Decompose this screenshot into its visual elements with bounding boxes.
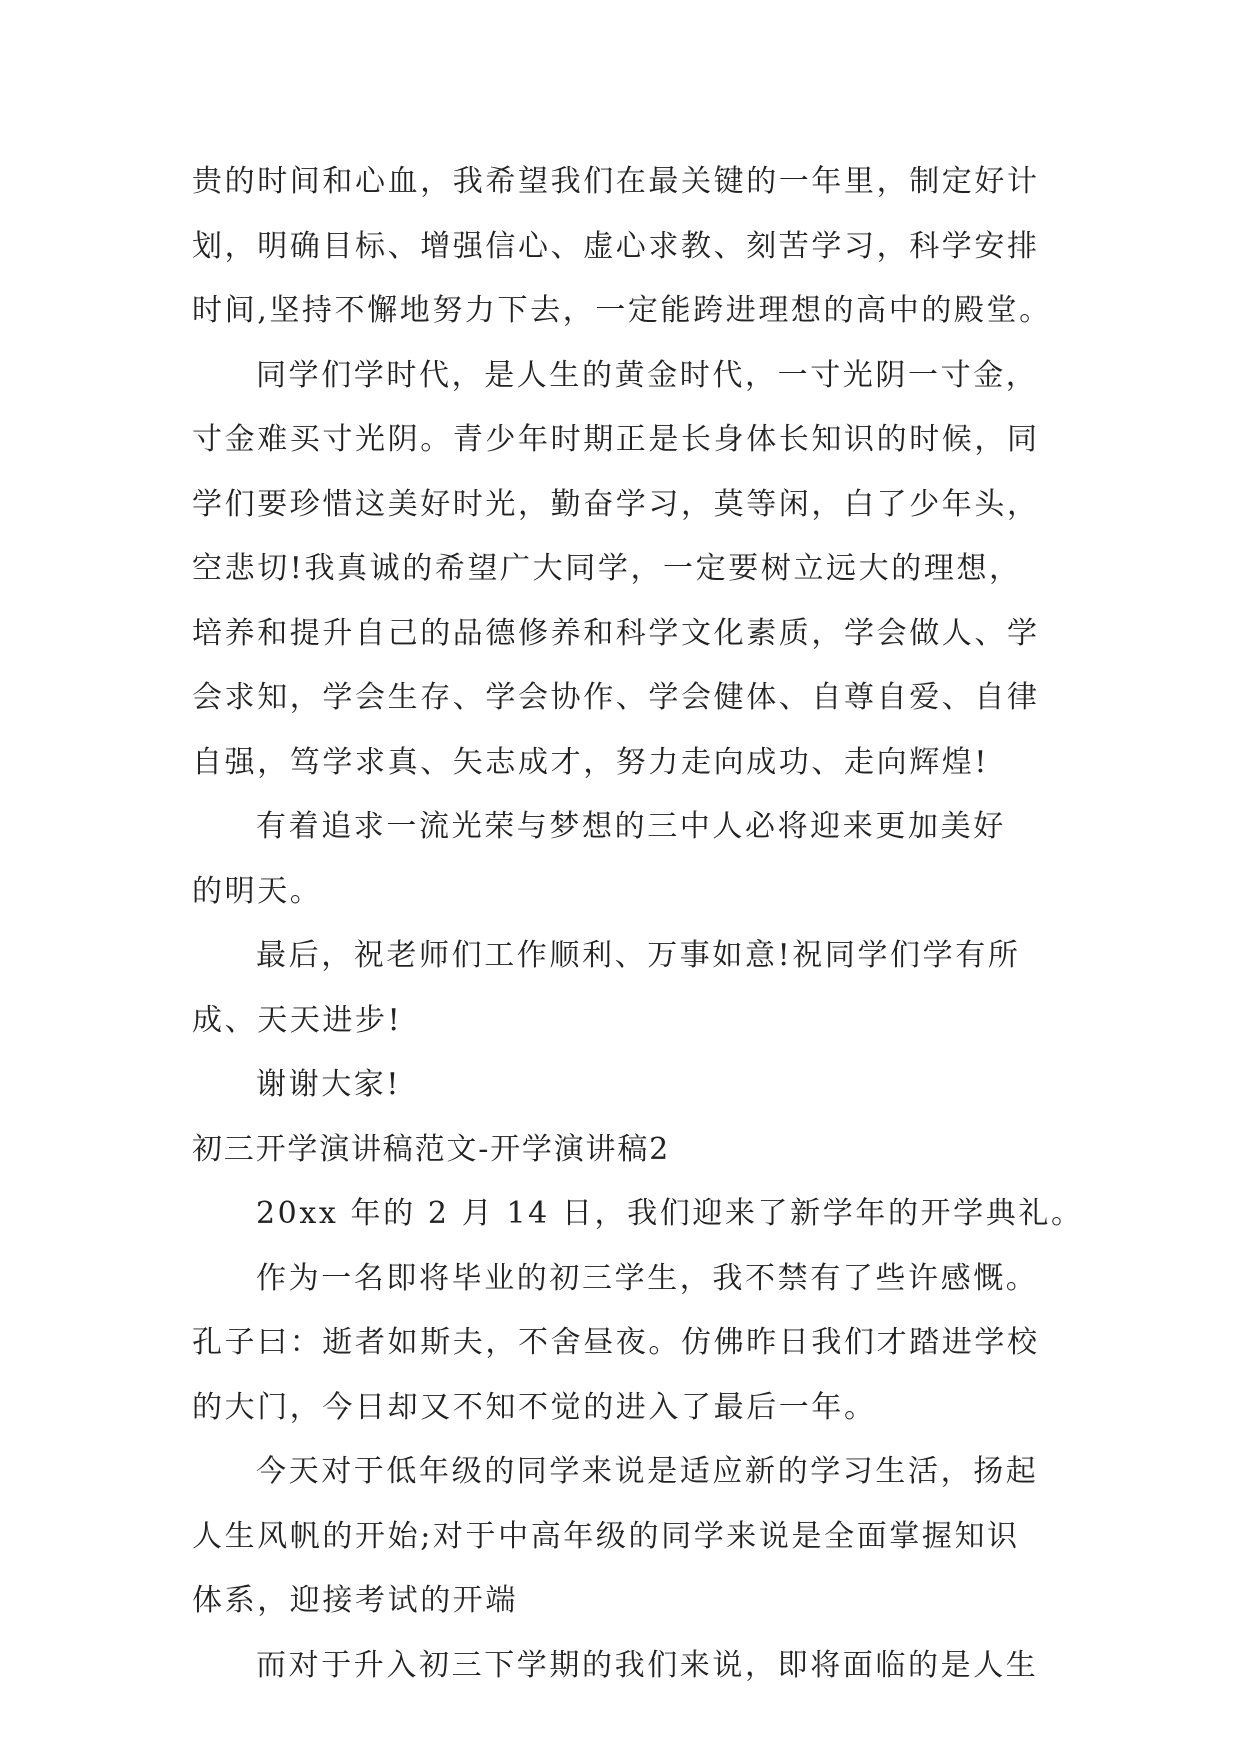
- text-line: 寸金难买寸光阴。青少年时期正是长身体长知识的时候，同: [192, 422, 1040, 457]
- text-line: 划，明确目标、增强信心、虚心求教、刻苦学习，科学安排: [192, 228, 1040, 264]
- document-body: [192, 160, 1084, 1708]
- text-line: 同学们学时代，是人生的黄金时代，一寸光阴一寸金，: [256, 357, 1039, 393]
- text-line: 有着追求一流光荣与梦想的三中人必将迎来更加美好: [256, 809, 1006, 844]
- text-line: 会求知，学会生存、学会协作、学会健体、自尊自爱、自律: [192, 680, 1040, 715]
- text-line: 培养和提升自己的品德修养和科学文化素质，学会做人、学: [192, 615, 1040, 651]
- text-line: 孔子曰：逝者如斯夫，不舍昼夜。仿佛昨日我们才踏进学校: [192, 1325, 1040, 1360]
- text-line: 的明天。: [192, 873, 323, 909]
- text-line: 今天对于低年级的同学来说是适应新的学习生活，扬起: [256, 1454, 1039, 1489]
- text-line: 空悲切!我真诚的希望广大同学，一定要树立远大的理想，: [192, 551, 1022, 586]
- text-line: 贵的时间和心血，我希望我们在最关键的一年里，制定好计: [192, 164, 1040, 199]
- text-line: 自强，笃学求真、矢志成才，努力走向成功、走向辉煌!: [192, 744, 990, 780]
- text-line: 最后，祝老师们工作顺利、万事如意!祝同学们学有所: [256, 938, 1021, 973]
- text-line: 体系，迎接考试的开端: [192, 1583, 518, 1618]
- text-line: 20xx 年的 2 月 14 日，我们迎来了新学年的开学典礼。: [256, 1196, 1084, 1231]
- text-line: 学们要珍惜这美好时光，勤奋学习，莫等闲，白了少年头，: [192, 486, 1040, 522]
- text-line: 时间,坚持不懈地努力下去，一定能跨进理想的高中的殿堂。: [192, 293, 1052, 328]
- text-line: 谢谢大家!: [256, 1067, 402, 1102]
- text-line: 作为一名即将毕业的初三学生，我不禁有了些许感慨。: [256, 1260, 1039, 1296]
- text-line: 而对于升入初三下学期的我们来说，即将面临的是人生: [256, 1647, 1039, 1683]
- section-heading: 初三开学演讲稿范文-开学演讲稿2: [192, 1131, 671, 1167]
- text-line: 人生风帆的开始;对于中高年级的同学来说是全面掌握知识: [192, 1518, 1020, 1554]
- text-line: 的大门，今日却又不知不觉的进入了最后一年。: [192, 1389, 877, 1425]
- text-line: 成、天天进步!: [192, 1002, 403, 1038]
